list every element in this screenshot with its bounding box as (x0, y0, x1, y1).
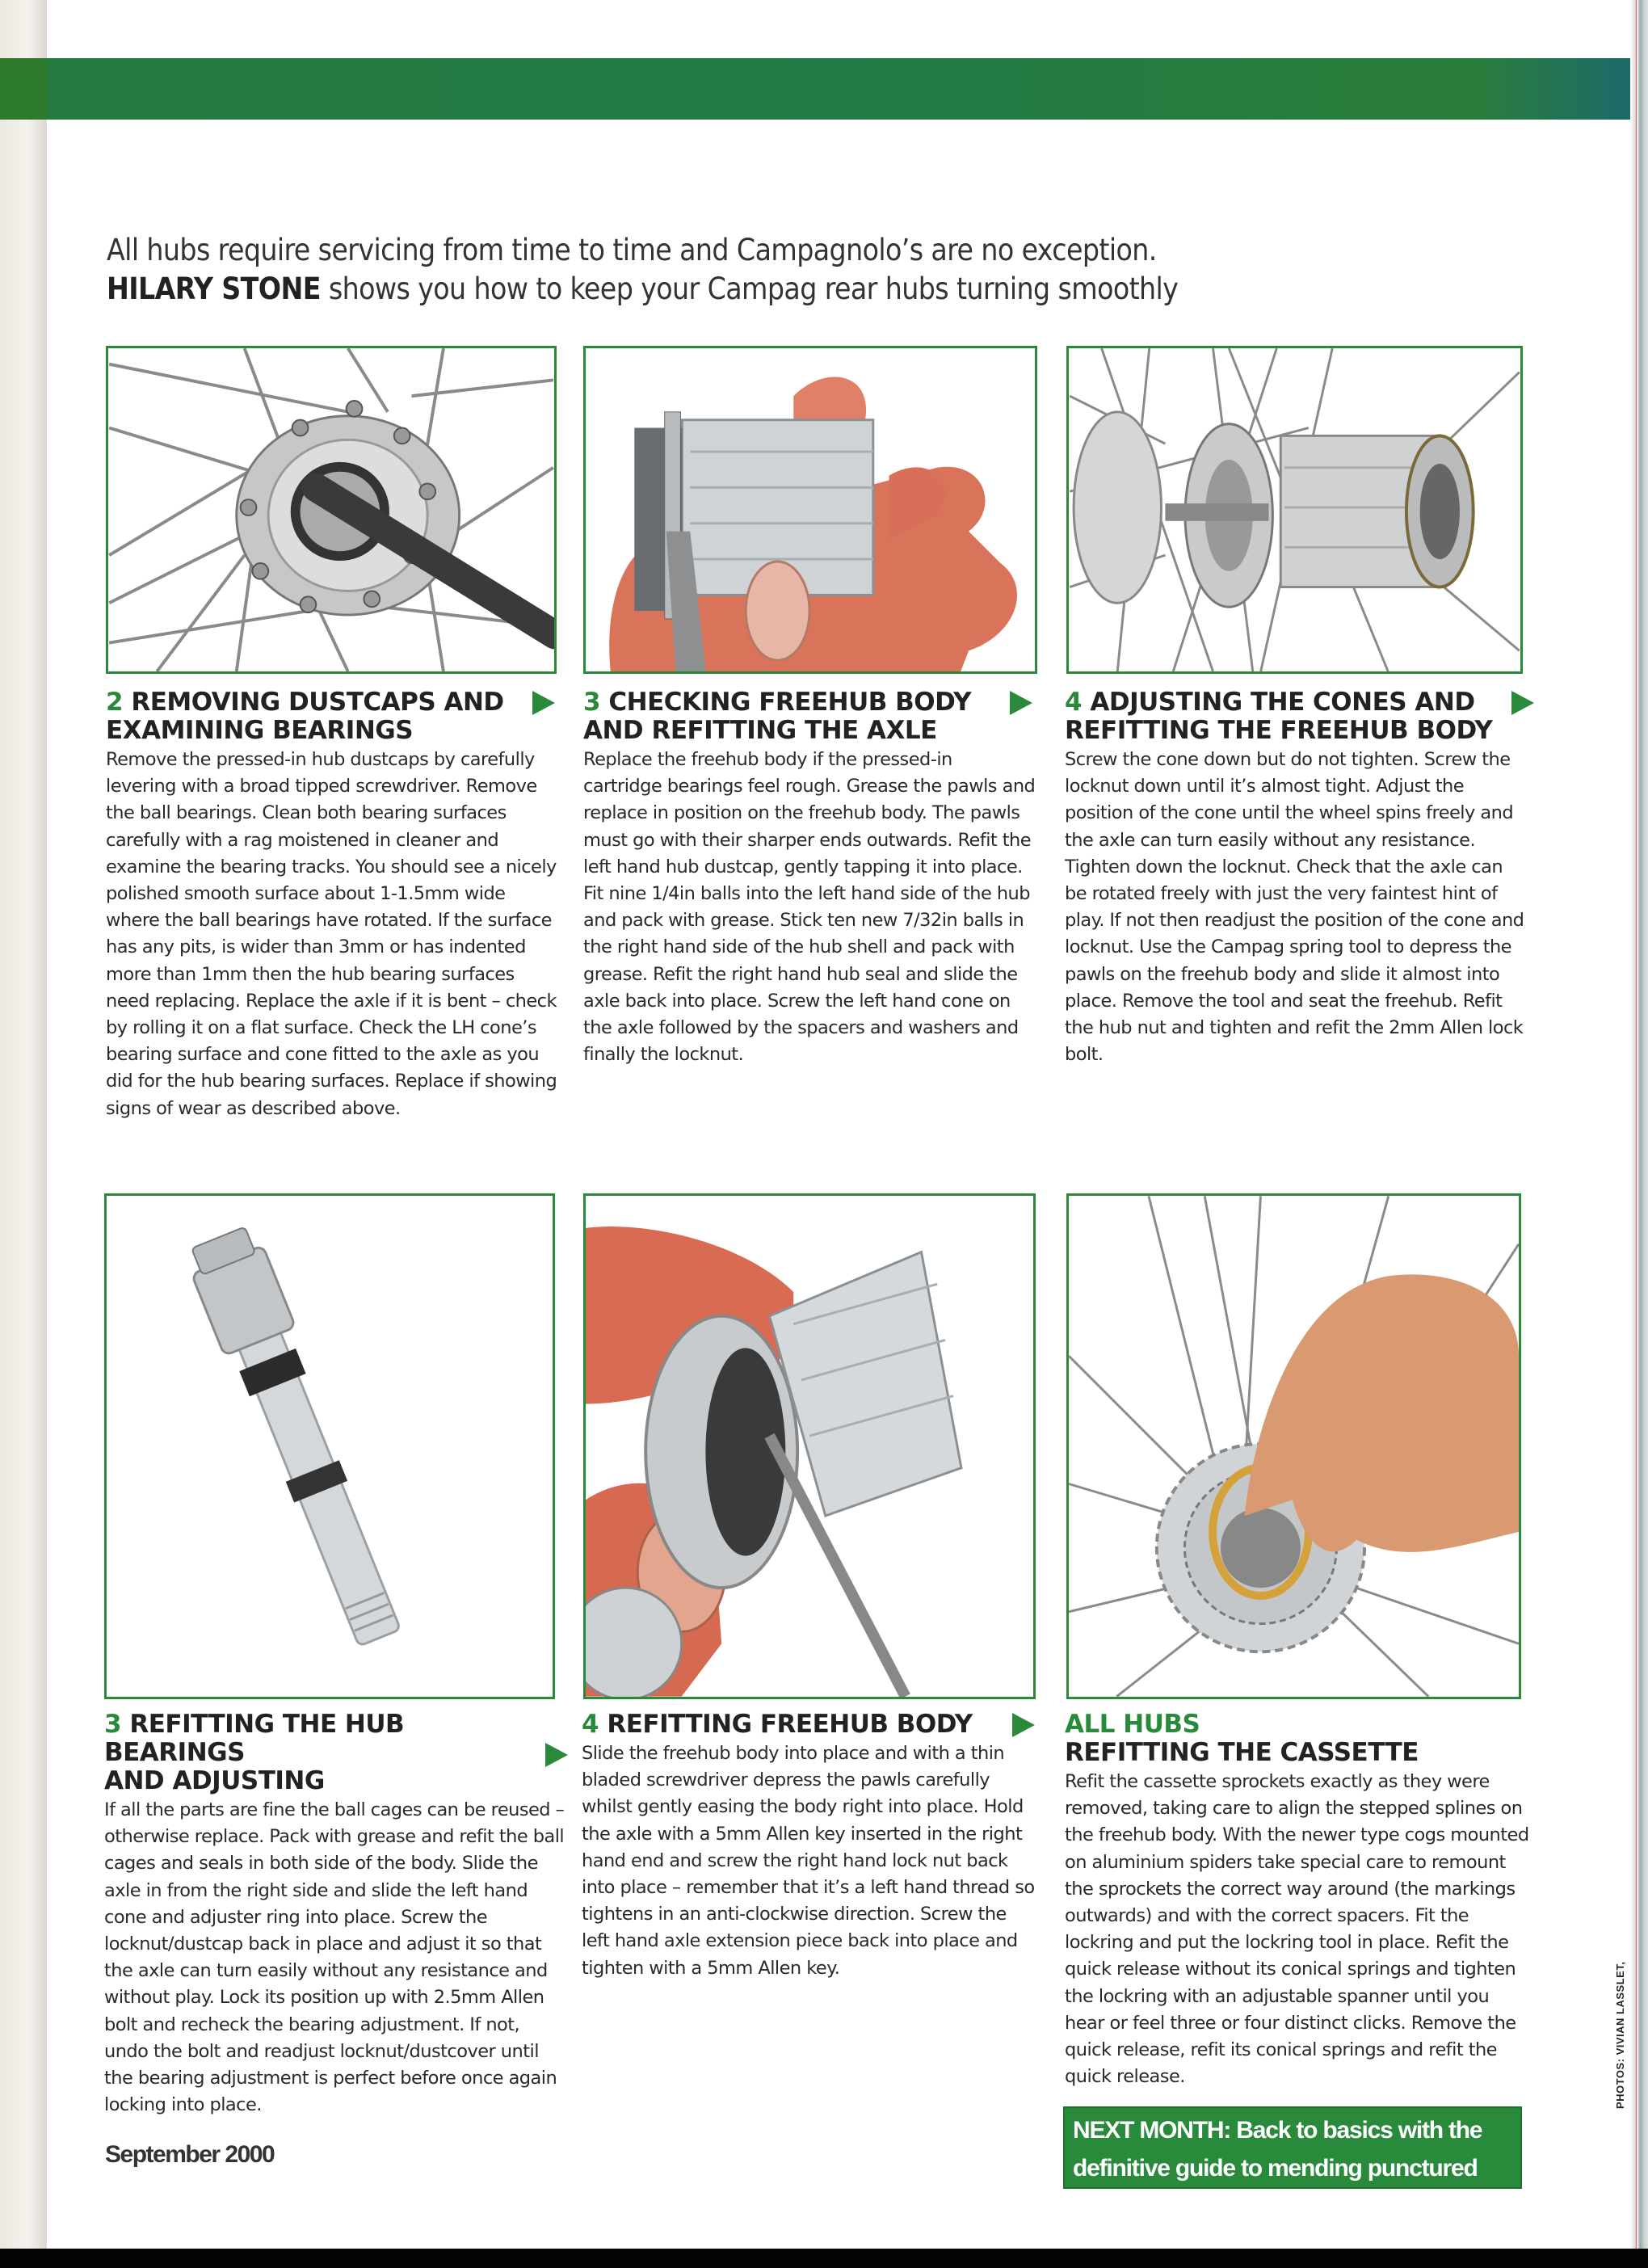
step-refitting-freehub-body (582, 1710, 1038, 1982)
step-body: Refit the cassette sprockets exactly as they were removed, taking care to align the stepped splines on the freehub body. With the newer type cogs mounted on aluminium spiders take special care to remount the sprockets the correct way around (the markings outwards) and with the correct spacers. Fit the lockring and put the lockring tool in place. Refit the quick release without its conical springs and tighten the lockring with an adjustable spanner until you hear or feel three or four distinct clicks. Remove the quick release, refit its conical springs and refit the quick release. (1065, 1771, 1529, 2088)
photo-removing-dustcaps (106, 346, 557, 674)
step-title-line-1: CHECKING FREEHUB BODY (600, 688, 972, 717)
continue-arrow-icon (545, 1743, 568, 1767)
standfirst-line-2-text: shows you how to keep your Campag rear hubs turning smoothly (320, 271, 1179, 306)
page-gutter-left (0, 0, 47, 2249)
cassette-lockring-illustration (1069, 1196, 1519, 1697)
freehub-in-hand-illustration (586, 348, 1035, 671)
step-title-line-1: ADJUSTING THE CONES AND (1082, 688, 1475, 717)
step-number: 3 (104, 1710, 122, 1739)
continue-arrow-icon (1012, 1713, 1035, 1737)
step-heading (1065, 688, 1529, 745)
step-title-line-2: AND ADJUSTING (104, 1766, 325, 1795)
step-heading (106, 688, 558, 745)
photo-adjusting-cones (1066, 346, 1523, 674)
axle-illustration (107, 1196, 553, 1697)
hub-freehub-separated-illustration (1069, 348, 1520, 671)
photo-refitting-freehub (583, 1193, 1036, 1699)
freehub-refitting-illustration (586, 1196, 1033, 1697)
footer-date: September 2000 (105, 2141, 275, 2168)
header-banner (47, 58, 1630, 120)
step-body: Remove the pressed-in hub dustcaps by carefully levering with a broad tipped screwdriver. Remove the ball bearings. Clean both bearing surfaces carefully with a rag moistened in cleaner and examine the bearing tracks. You should see a nicely polished smooth surface about 1-1.5mm wide where the ball bearings have rotated. If the surface has any pits, is wider than 3mm or has indented more than 1mm then the hub bearing surfaces need replacing. Replace the axle if it is bent – check by rolling it on a flat surface. Check the LH cone’s bearing surface and cone fitted to the axle as you did for the hub bearing surfaces. Replace if showing signs of wear as described above. (106, 749, 557, 1119)
step-heading (104, 1710, 565, 1795)
step-title-line-2: AND REFITTING THE AXLE (583, 716, 937, 745)
standfirst-line-1: All hubs require servicing from time to time and Campagnolo’s are no exception. (107, 233, 1157, 267)
step-number: 4 (1065, 688, 1083, 717)
step-body: Slide the freehub body into place and with a thin bladed screwdriver depress the pawls carefully whilst gently easing the body right into place. Hold the axle with a 5mm Allen key inserted in the right hand end and screw the right hand lock nut back into place – remember that it’s a left hand thread so tightens in an anti-clockwise direction. Screw the left hand axle extension piece back into place and tighten with a 5mm Allen key. (582, 1743, 1035, 1979)
step-title-line-1: REFITTING THE HUB BEARINGS (104, 1710, 405, 1767)
step-kicker: ALL HUBS (1065, 1710, 1200, 1739)
step-heading (1065, 1710, 1529, 1767)
photo-hub-axle (104, 1193, 555, 1699)
continue-arrow-icon (1010, 691, 1032, 715)
continue-arrow-icon (1511, 691, 1534, 715)
step-number: 2 (106, 688, 124, 717)
photo-checking-freehub (583, 346, 1037, 674)
step-number: 4 (582, 1710, 599, 1739)
step-title-line-1: REMOVING DUSTCAPS AND (123, 688, 504, 717)
step-number: 3 (583, 688, 601, 717)
step-checking-freehub (583, 688, 1036, 1068)
step-title-line-2: EXAMINING BEARINGS (106, 716, 414, 745)
page-edge-right (1630, 0, 1648, 2249)
step-body: Replace the freehub body if the pressed-in cartridge bearings feel rough. Grease the pawls and replace in position on the freehub body. The pawls must go with their sharper ends outwards. Refit the left hand hub dustcap, gently tapping it into place. Fit nine 1/4in balls into the left hand side of the hub and pack with grease. Stick ten new 7/32in balls in the right hand side of the hub shell and pack with grease. Refit the right hand hub seal and slide the axle back into place. Screw the left hand cone on the axle followed by the spacers and washers and finally the locknut. (583, 749, 1036, 1066)
photo-refitting-cassette (1066, 1193, 1521, 1699)
step-body: If all the parts are fine the ball cages can be reused – otherwise replace. Pack with grease and refit the ball cages and seals in both side of the body. Slide the axle in from the right side and slide the left hand cone and adjuster ring into place. Screw the locknut/dustcap back in place and adjust it so that the axle can turn easily without any resistance and without play. Lock its position up with 2.5mm Allen bolt and recheck the bearing adjustment. If not, undo the bolt and readjust locknut/dustcover until the bearing adjustment is perfect before once again locking into place. (104, 1799, 565, 2116)
photo-credit: PHOTOS: VIVIAN LASSLET, (1614, 1961, 1626, 2109)
step-title-line-2: REFITTING THE FREEHUB BODY (1065, 716, 1493, 745)
standfirst (107, 231, 1415, 309)
page-bottom-edge (0, 2249, 1648, 2268)
author-byline: HILARY STONE (107, 271, 321, 306)
step-body: Screw the cone down but do not tighten. Screw the locknut down until it’s almost tight. Adjust the position of the cone until the wheel spins freely and the axle can turn easily without any resistance. Tighten down the locknut. Check that the axle can be rotated freely with just the very faintest hint of play. If not then readjust the position of the cone and locknut. Use the Campag spring tool to depress the pawls on the freehub body and slide it almost into place. Remove the tool and seat the freehub. Refit the hub nut and tighten and refit the 2mm Allen lock bolt. (1065, 749, 1524, 1066)
hub-spokes-screwdriver-illustration (108, 348, 554, 671)
step-adjusting-cones (1065, 688, 1529, 1068)
step-heading (582, 1710, 1038, 1739)
step-removing-dustcaps (106, 688, 558, 1122)
next-month-text: Back to basics with the definitive guide to mending punctured tyres... (1073, 2117, 1482, 2220)
continue-arrow-icon (532, 691, 555, 715)
gutter-banner-stub (0, 58, 47, 120)
step-heading (583, 688, 1036, 745)
step-title-line-1: REFITTING THE CASSETTE (1065, 1738, 1419, 1767)
next-month-box (1063, 2106, 1522, 2220)
standfirst-line-2 (107, 270, 1415, 309)
next-month-label: NEXT MONTH: (1073, 2117, 1231, 2144)
step-refitting-cassette (1065, 1710, 1529, 2090)
step-refitting-hub-bearings (104, 1710, 565, 2119)
step-title-line-1: REFITTING FREEHUB BODY (599, 1710, 973, 1739)
